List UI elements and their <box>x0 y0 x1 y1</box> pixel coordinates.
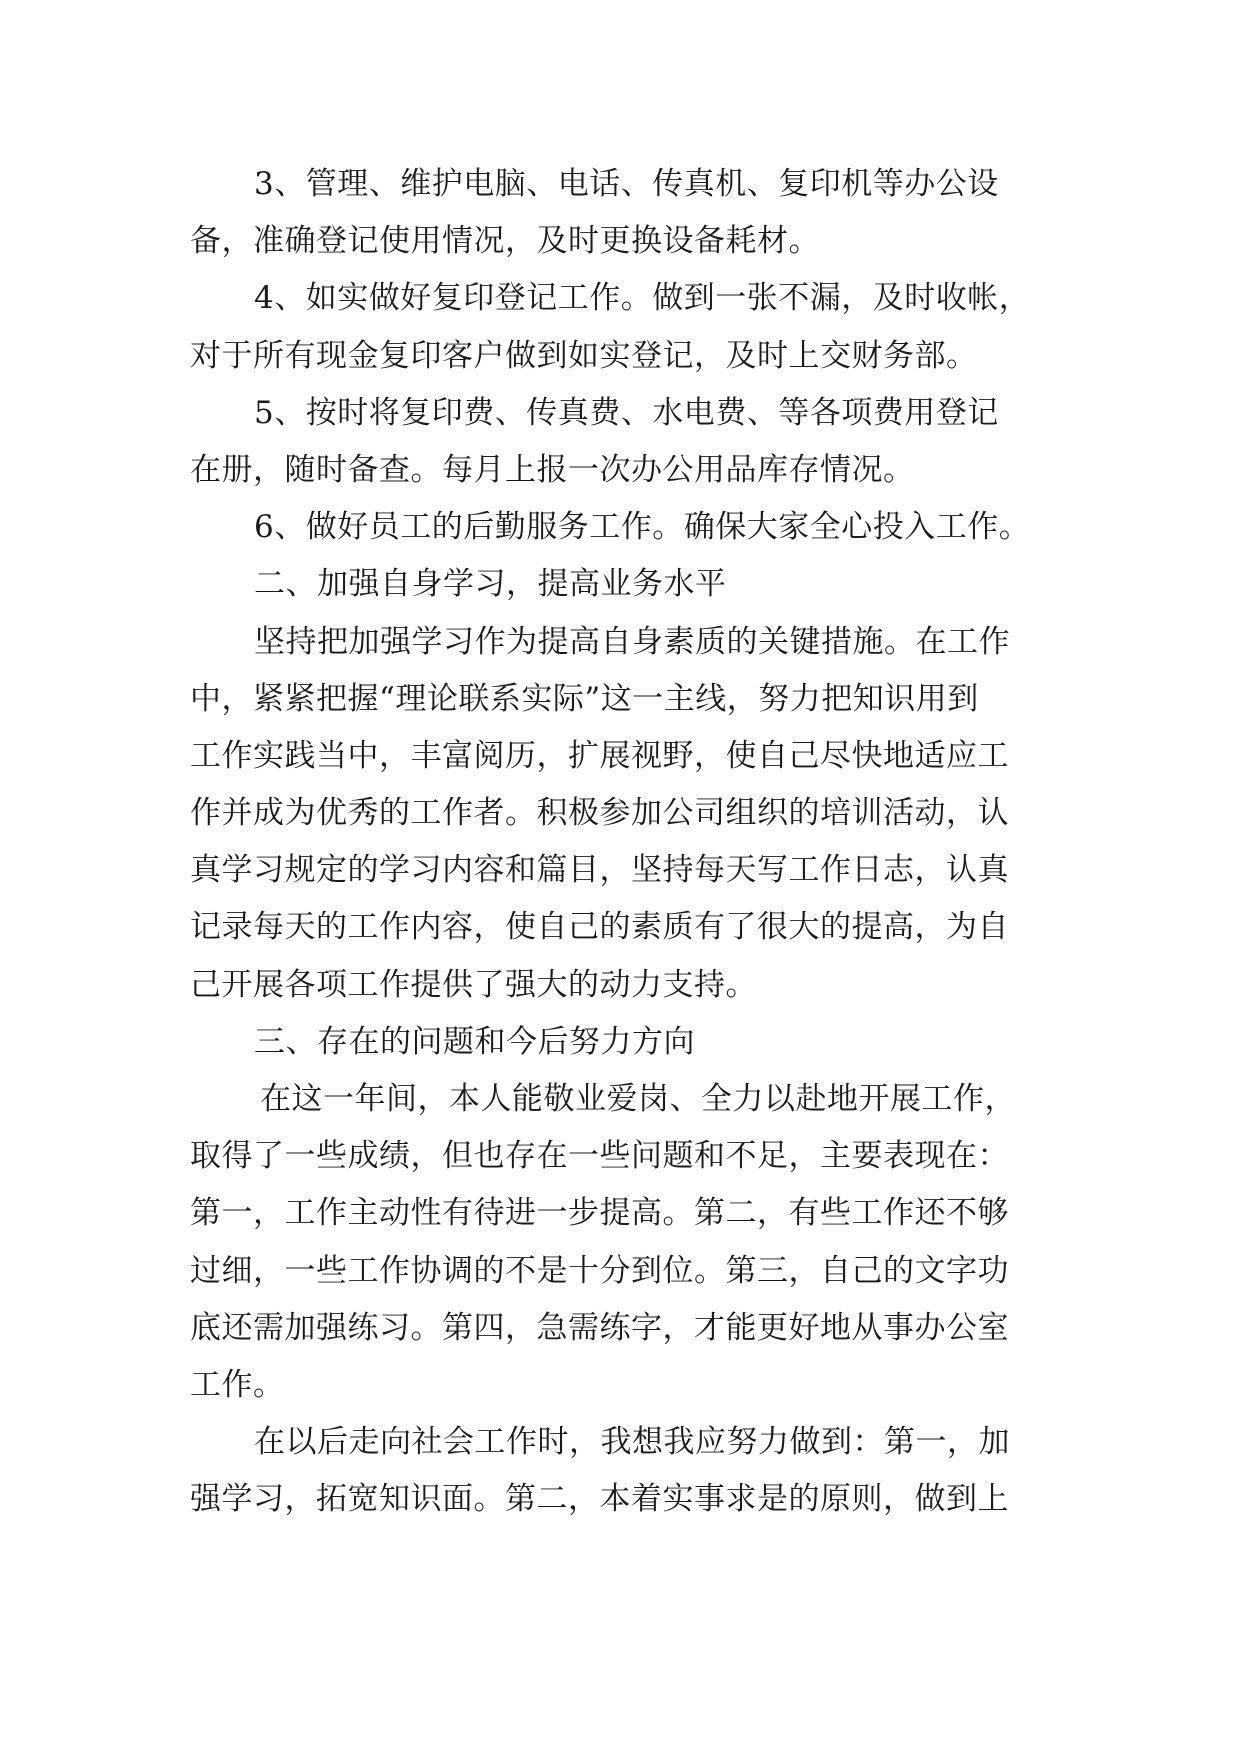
text-line: 4、如实做好复印登记工作。做到一张不漏，及时收帐， <box>254 280 1031 317</box>
text-line: 6、做好员工的后勤服务工作。确保大家全心投入工作。 <box>254 509 1031 546</box>
document-body <box>190 156 1070 1529</box>
text-line: 坚持把加强学习作为提高自身素质的关键措施。在工作 <box>254 623 1010 660</box>
section-heading: 二、加强自身学习，提高业务水平 <box>254 566 727 603</box>
text-line: 第一，工作主动性有待进一步提高。第二，有些工作还不够 <box>190 1195 1009 1232</box>
section-heading: 三、存在的问题和今后努力方向 <box>254 1023 695 1060</box>
text-line: 己开展各项工作提供了强大的动力支持。 <box>190 966 757 1003</box>
text-line: 工作。 <box>190 1366 285 1403</box>
text-line: 在这一年间，本人能敬业爱岗、全力以赴地开展工作， <box>260 1081 1016 1117</box>
text-line: 对于所有现金复印客户做到如实登记，及时上交财务部。 <box>190 337 978 374</box>
text-line: 中，紧紧把握“理论联系实际”这一主线，努力把知识用到 <box>190 680 979 717</box>
text-line: 底还需加强练习。第四，急需练字，才能更好地从事办公室 <box>190 1309 1009 1346</box>
text-line: 过细，一些工作协调的不是十分到位。第三，自己的文字功 <box>190 1252 1009 1289</box>
text-line: 在册，随时备查。每月上报一次办公用品库存情况。 <box>190 451 915 488</box>
text-line: 5、按时将复印费、传真费、水电费、等各项费用登记 <box>254 394 999 431</box>
text-line: 强学习，拓宽知识面。第二，本着实事求是的原则，做到上 <box>190 1481 1009 1518</box>
text-line: 在以后走向社会工作时，我想我应努力做到：第一，加 <box>254 1424 1010 1461</box>
text-line: 真学习规定的学习内容和篇目，坚持每天写工作日志，认真 <box>190 852 1009 889</box>
text-line: 3、管理、维护电脑、电话、传真机、复印机等办公设 <box>254 166 999 202</box>
text-line: 取得了一些成绩，但也存在一些问题和不足，主要表现在： <box>190 1138 1009 1175</box>
text-line: 备，准确登记使用情况，及时更换设备耗材。 <box>190 223 820 260</box>
text-line: 记录每天的工作内容，使自己的素质有了很大的提高，为自 <box>190 909 1009 946</box>
text-line: 作并成为优秀的工作者。积极参加公司组织的培训活动，认 <box>190 795 1009 832</box>
text-line: 工作实践当中，丰富阅历，扩展视野，使自己尽快地适应工 <box>190 737 1009 774</box>
